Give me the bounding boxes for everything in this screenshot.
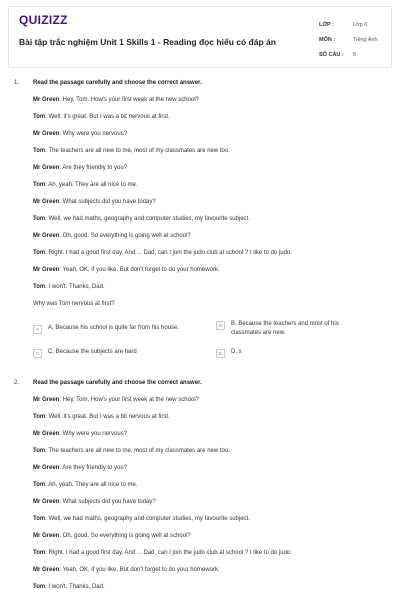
option-text: A. Because his school is quite far from his house. [48, 325, 180, 331]
answer-options [33, 322, 373, 362]
speaker-name: Tom [33, 414, 46, 420]
option-letter-box: A [33, 325, 42, 334]
question-prompt: Read the passage carefully and choose the correct answer. [33, 80, 202, 86]
question-1 [0, 80, 400, 370]
dialogue-text: : Are they friendly to you? [59, 165, 128, 171]
dialogue-text: : What subjects did you have today? [59, 199, 156, 205]
meta-value: Tiếng Anh [353, 36, 378, 43]
question-number: 1. [14, 80, 20, 86]
worksheet-title: Bài tập trắc nghiệm Unit 1 Skills 1 - Reading đọc hiểu có đáp án [19, 37, 276, 47]
dialogue-line [33, 465, 127, 471]
dialogue-text: : Well, it's great. But I was a bit nervous at first. [45, 414, 170, 420]
answer-option-a[interactable] [33, 324, 213, 334]
speaker-name: Tom [33, 148, 46, 154]
speaker-name: Mr Green [33, 233, 60, 239]
dialogue-line [33, 499, 156, 505]
dialogue-text: : Yeah, OK, if you like. But don't forget to do your homework. [59, 567, 220, 573]
dialogue-text: : Ah, yeah. They are all nice to me. [45, 482, 138, 488]
speaker-name: Tom [33, 448, 46, 454]
speaker-name: Tom [33, 114, 46, 120]
dialogue-line [33, 182, 138, 188]
dialogue-text: : Oh, good. So everything is going well at school? [59, 533, 191, 539]
dialogue-text: : Hey, Tom. How's your first week at the new school? [59, 397, 199, 403]
dialogue-line [33, 284, 105, 290]
option-letter-box: D [216, 349, 225, 358]
dialogue-text: : Right. I had a good first day. And ... Dad, can I join the judo club at school ? I like to do judo. [45, 250, 292, 256]
question-number: 2. [14, 380, 20, 386]
dialogue-text: : Right. I had a good first day. And ... Dad, can I join the judo club at school ? I like to do judo. [45, 550, 292, 556]
dialogue-text: : The teachers are all new to me, most of my classmates are new too. [45, 448, 230, 454]
speaker-name: Mr Green [33, 567, 60, 573]
speaker-name: Tom [33, 284, 46, 290]
dialogue-line [33, 482, 138, 488]
dialogue-text: : Hey, Tom. How's your first week at the new school? [59, 97, 199, 103]
answer-option-d[interactable] [216, 348, 366, 358]
answer-option-c[interactable] [33, 348, 213, 358]
speaker-name: Mr Green [33, 465, 60, 471]
meta-row-class [319, 17, 389, 32]
speaker-name: Mr Green [33, 97, 60, 103]
speaker-name: Mr Green [33, 533, 60, 539]
speaker-name: Tom [33, 482, 46, 488]
meta-label: SỐ CÂU : [319, 51, 344, 58]
dialogue-line [33, 199, 156, 205]
quizizz-logo: QUIZIZZ [19, 13, 68, 27]
speaker-name: Mr Green [33, 199, 60, 205]
dialogue-line [33, 567, 220, 573]
answer-option-b[interactable] [216, 320, 366, 338]
option-text: B. Because the teachers and most of his classmates are new. [231, 321, 339, 336]
speaker-name: Mr Green [33, 165, 60, 171]
dialogue-line [33, 148, 230, 154]
dialogue-text: : Yeah, OK, if you like. But don't forget to do your homework. [59, 267, 220, 273]
option-letter-box: B [216, 321, 225, 330]
option-text: C. Because the subjects are hard [48, 349, 137, 355]
question-text: Why was Tom nervous at first? [33, 301, 115, 307]
dialogue-line [33, 250, 292, 256]
speaker-name: Tom [33, 516, 46, 522]
speaker-name: Mr Green [33, 499, 60, 505]
dialogue-line [33, 550, 292, 556]
speaker-name: Tom [33, 250, 46, 256]
speaker-name: Mr Green [33, 267, 60, 273]
speaker-name: Mr Green [33, 431, 60, 437]
dialogue-line [33, 516, 250, 522]
dialogue-text: : What subjects did you have today? [59, 499, 156, 505]
meta-row-question-count [319, 47, 389, 62]
dialogue-text: : I won't. Thanks, Dad. [45, 584, 105, 590]
option-text: D. x [231, 349, 242, 355]
dialogue-text: : The teachers are all new to me, most of my classmates are new too. [45, 148, 230, 154]
dialogue-line [33, 165, 127, 171]
dialogue-text: : Well, we had maths, geography and computer studies, my favourite subject. [45, 516, 250, 522]
speaker-name: Tom [33, 216, 46, 222]
worksheet-header [8, 6, 392, 68]
speaker-name: Tom [33, 182, 46, 188]
dialogue-text: : Well, it's great. But I was a bit nervous at first. [45, 114, 170, 120]
meta-row-subject [319, 32, 389, 47]
meta-label: LỚP : [319, 21, 334, 28]
option-letter-box: C [33, 349, 42, 358]
dialogue-text: : Why were you nervous? [59, 131, 128, 137]
dialogue-line [33, 97, 199, 103]
questions-list [0, 68, 400, 590]
dialogue-line [33, 216, 250, 222]
dialogue-line [33, 448, 230, 454]
dialogue-text: : Why were you nervous? [59, 431, 128, 437]
dialogue-line [33, 414, 170, 420]
speaker-name: Tom [33, 584, 46, 590]
dialogue-line [33, 114, 170, 120]
dialogue-text: : Well, we had maths, geography and computer studies, my favourite subject. [45, 216, 250, 222]
dialogue-line [33, 267, 220, 273]
dialogue-text: : Oh, good. So everything is going well at school? [59, 233, 191, 239]
dialogue-line [33, 131, 127, 137]
speaker-name: Mr Green [33, 131, 60, 137]
dialogue-line [33, 431, 127, 437]
meta-value: Lớp 6 [353, 21, 368, 28]
dialogue-text: : I won't. Thanks, Dad. [45, 284, 105, 290]
question-prompt: Read the passage carefully and choose the correct answer. [33, 380, 202, 386]
meta-value: 5 [353, 51, 357, 58]
worksheet-meta [319, 17, 389, 62]
dialogue-line [33, 533, 191, 539]
speaker-name: Tom [33, 550, 46, 556]
dialogue-text: : Ah, yeah. They are all nice to me. [45, 182, 138, 188]
dialogue-line [33, 584, 105, 590]
speaker-name: Mr Green [33, 397, 60, 403]
question-2 [0, 380, 400, 600]
dialogue-line [33, 233, 191, 239]
dialogue-text: : Are they friendly to you? [59, 465, 128, 471]
dialogue-line [33, 397, 199, 403]
meta-label: MÔN : [319, 36, 336, 43]
